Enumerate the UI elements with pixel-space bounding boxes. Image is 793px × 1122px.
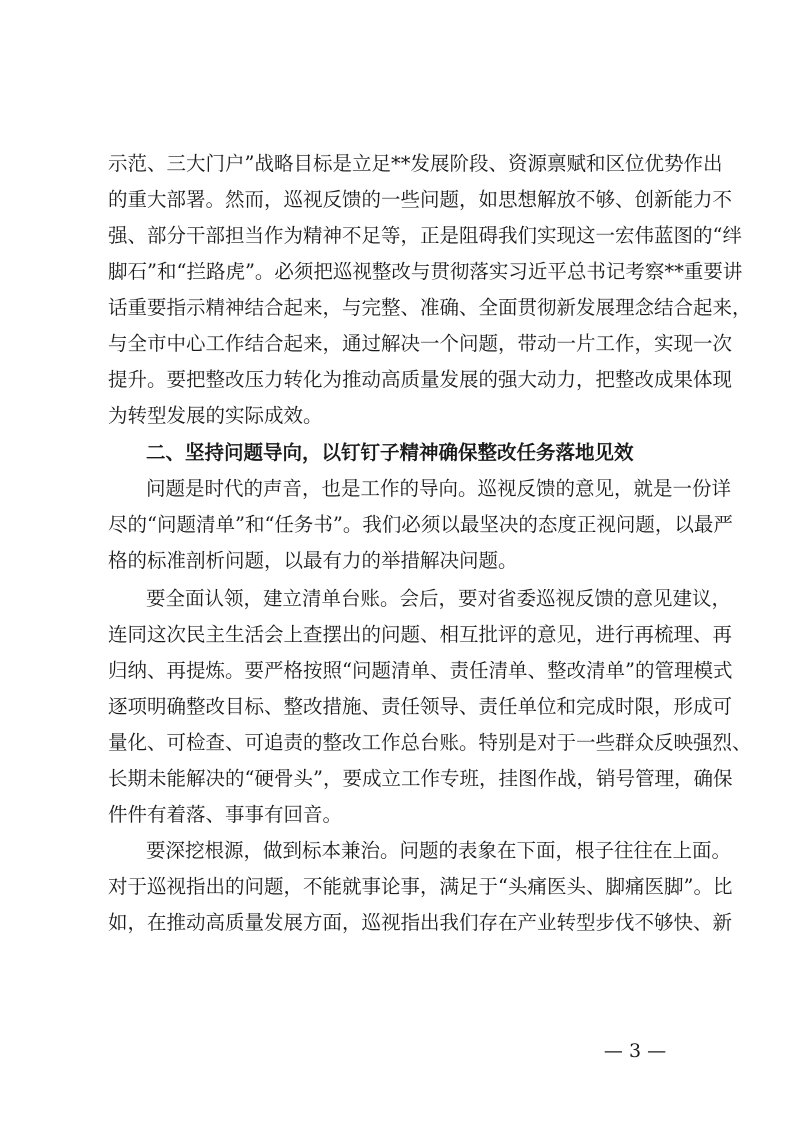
text-line: 量化、可检查、可追责的整改工作总台账。特别是对于一些群众反映强烈、 [108, 731, 752, 754]
text-line: 件件有着落、事事有回音。 [108, 803, 343, 826]
text-line: 要全面认领，建立清单台账。会后，要对省委巡视反馈的意见建议， [146, 587, 732, 610]
page-number: — 3 — [603, 1040, 667, 1062]
text-line: 格的标准剖析问题，以最有力的举措解决问题。 [108, 549, 518, 572]
text-line: 为转型发展的实际成效。 [108, 404, 323, 427]
text-line: 尽的“问题清单”和“任务书”。我们必须以最坚决的态度正视问题，以最严 [108, 513, 733, 536]
text-line: 示范、三大门户”战略目标是立足**发展阶段、资源禀赋和区位优势作出 [108, 152, 723, 175]
text-line: 逐项明确整改目标、整改措施、责任领导、责任单位和完成时限，形成可 [108, 695, 733, 718]
text-line: 要深挖根源，做到标本兼治。问题的表象在下面，根子往往在上面。 [146, 839, 732, 862]
text-line: 脚石”和“拦路虎”。必须把巡视整改与贯彻落实习近平总书记考察**重要讲 [108, 260, 743, 283]
text-line: 对于巡视指出的问题，不能就事论事，满足于“头痛医头、脚痛医脚”。比 [108, 875, 733, 898]
text-line: 的重大部署。然而，巡视反馈的一些问题，如思想解放不够、创新能力不 [108, 188, 733, 211]
text-line: 强、部分干部担当作为精神不足等，正是阻碍我们实现这一宏伟蓝图的“绊 [108, 224, 742, 247]
text-line: 归纳、再提炼。要严格按照“问题清单、责任清单、整改清单”的管理模式 [108, 659, 733, 682]
text-line: 连同这次民主生活会上查摆出的问题、相互批评的意见，进行再梳理、再 [108, 623, 733, 646]
text-line: 如，在推动高质量发展方面，巡视指出我们存在产业转型步伐不够快、新 [108, 911, 733, 934]
text-line: 话重要指示精神结合起来，与完整、准确、全面贯彻新发展理念结合起来， [108, 296, 752, 319]
text-line: 提升。要把整改压力转化为推动高质量发展的强大动力，把整改成果体现 [108, 368, 733, 391]
section-heading: 二、坚持问题导向，以钉钉子精神确保整改任务落地见效 [146, 441, 634, 464]
text-line: 与全市中心工作结合起来，通过解决一个问题，带动一片工作，实现一次 [108, 332, 733, 355]
text-line: 问题是时代的声音，也是工作的导向。巡视反馈的意见，就是一份详 [146, 477, 732, 500]
text-line: 长期未能解决的“硬骨头”，要成立工作专班，挂图作战，销号管理，确保 [108, 767, 733, 790]
